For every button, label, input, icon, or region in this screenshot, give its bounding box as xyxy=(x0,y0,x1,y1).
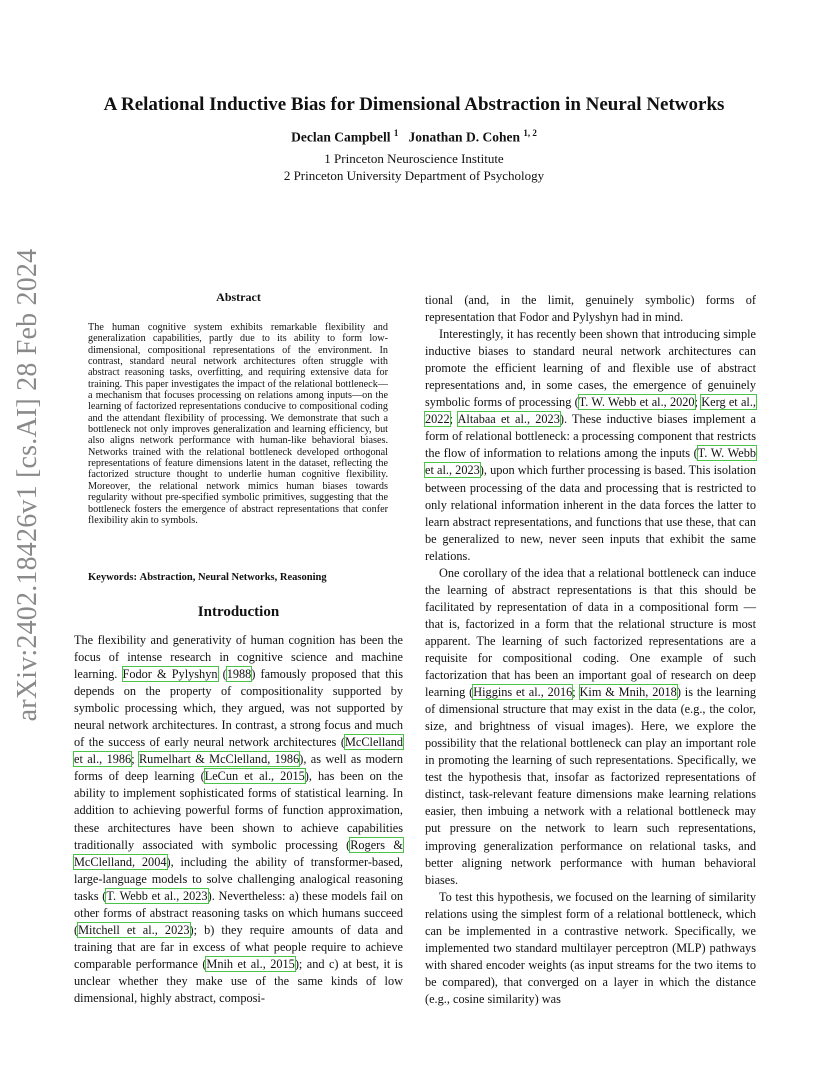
arxiv-identifier: arXiv:2402.18426v1 [cs.AI] 28 Feb 2024 xyxy=(12,248,43,722)
arxiv-sidebar-stamp xyxy=(8,248,48,722)
section-heading-introduction: Introduction xyxy=(197,604,280,620)
paragraph: tional (and, in the limit, genuinely symbolic) forms of representation that Fodor and Pylyshyn had in mind. xyxy=(425,293,756,325)
keywords-list: Abstraction, Neural Networks, Reasoning xyxy=(139,572,327,583)
paragraph: The flexibility and generativity of human cognition has been the focus of intense research in cognitive science and machine learning. Fodor & Pylyshyn (1988) famously proposed that this depends on the property of compositionality supported by symbolic processing which, they argued, was not supported by neural network architectures. In contrast, a strong focus and much of the success of early neural network architectures (McClelland et al., 1986; Rumelhart & McClelland, 1986), as well as modern forms of deep learning (LeCun et al., 2015), has been on the ability to implement sophisticated forms of statistical learning. In addition to achieving powerful forms of function approximation, these architectures have been shown to achieve capabilities traditionally associated with symbolic processing (Rogers & McClelland, 2004), including the ability of transformer-based, large-language models to solve challenging analogical reasoning tasks (T. Webb et al., 2023). Nevertheless: a) these models fail on other forms of abstract reasoning tasks on which humans succeed (Mitchell et al., 2023); b) they require amounts of data and training that are far in excess of what people require to achieve comparable performance (Mnih et al., 2015); and c) at best, it is unclear whether they make use of the same kinds of low dimensional, highly abstract, composi- xyxy=(74,633,404,1005)
paragraph: Interestingly, it has recently been shown that introducing simple inductive biases to standard neural network architectures can promote the efficient learning of and flexible use of abstract representations and, in some cases, the emergence of genuinely symbolic forms of processing (T. W. Webb et al., 2020; Kerg et al., 2022; Altabaa et al., 2023). These inductive biases implement a form of relational bottleneck: a processing component that restricts the flow of information to relations among the inputs (T. W. Webb et al., 2023), upon which further processing is based. This isolation between processing of the data and processing that is restricted to only relational information inherent in the data forces the latter to learn abstract representations, and functions that use these, that can be generalized to new, never seen inputs that exhibit the same relations. xyxy=(425,327,757,563)
citation-link[interactable]: Fodor & Pylyshyn xyxy=(122,667,218,682)
affiliation-2: 2 Princeton University Department of Psychology xyxy=(283,168,545,183)
author-line xyxy=(0,128,828,146)
citation-link[interactable]: Mitchell et al., 2023 xyxy=(78,922,190,937)
paper-title: A Relational Inductive Bias for Dimensional Abstraction in Neural Networks xyxy=(103,94,725,115)
paragraph: One corollary of the idea that a relational bottleneck can induce the learning of abstract representations is that this should be facilitated by representation of data in a compositional form — that is, factorized in a form that the relational structure is most apparent. The learning of such factorized representations are a requisite for compositional coding. One example of such factorization that has been an important goal of research on deep learning (Higgins et al., 2016; Kim & Mnih, 2018) is the learning of dimensional structure that may exist in the data (e.g., the color, size, and brightness of visual images). Here, we explore the possibility that the relational bottleneck can play an important role in promoting the learning of such representations. Specifically, we test the hypothesis that, insofar as factorized representations of distinct, task-relevant feature dimensions make learning relations easier, then imbuing a network with a relational bottleneck may put pressure on the network to learn such representations, improving generalization performance on relational tasks, and better aligning network performance with human behavioral biases. xyxy=(425,565,756,887)
right-column-body xyxy=(425,292,756,1008)
citation-link[interactable]: Mnih et al., 2015 xyxy=(206,956,295,971)
abstract-text: The human cognitive system exhibits remarkable flexibility and generalization capabilities, partly due to its ability to form low-dimensional, compositional representations of the environment. In contrast, standard neural network architectures often struggle with abstract reasoning tasks, overfitting, and requiring extensive data for training. This paper investigates the impact of the relational bottleneck—a mechanism that focuses processing on relations among inputs—on the learning of factorized representations conducive to compositional coding and the attendant flexibility of processing. We demonstrate that such a bottleneck not only improves generalization and learning efficiency, but also aligns network performance with human-like behavioral biases. Networks trained with the relational bottleneck developed orthogonal representations of feature dimensions latent in the dataset, reflecting the factorized structure thought to underlie human cognitive flexibility. Moreover, the relational network mimics human biases towards regularity without pre-specified symbolic primitives, suggesting that the bottleneck fosters the emergence of abstract representations that confer flexibility akin to symbols. xyxy=(88,322,388,526)
citation-link[interactable]: Rumelhart & McClelland, 1986 xyxy=(138,752,300,767)
citation-link[interactable]: Rogers & McClelland, 2004 xyxy=(74,837,403,869)
citation-link[interactable]: McClelland et al., 1986 xyxy=(74,735,403,767)
keywords xyxy=(88,572,388,583)
citation-link[interactable]: Altabaa et al., 2023 xyxy=(457,412,560,427)
citation-link[interactable]: 1988 xyxy=(226,667,252,682)
paragraph: To test this hypothesis, we focused on the learning of similarity relations using the simplest form of a relational bottleneck, which can be implemented in a contrastive network. Specifically, we implemented two standard multilayer perceptron (MLP) pathways with shared encoder weights (as input streams for the two items to be compared), that converged on a layer in which the distance (e.g., cosine similarity) was xyxy=(425,889,756,1006)
citation-link[interactable]: LeCun et al., 2015 xyxy=(204,769,305,784)
citation-link[interactable]: T. W. Webb et al., 2020 xyxy=(578,395,695,410)
citation-link[interactable]: Kerg et al., 2022 xyxy=(425,395,756,427)
author-affiliation-mark: 1 xyxy=(393,128,399,138)
left-column-body xyxy=(74,632,403,1007)
author-name: Declan Campbell xyxy=(291,129,391,145)
citation-link[interactable]: Higgins et al., 2016 xyxy=(473,685,573,700)
affiliation-1: 1 Princeton Neuroscience Institute xyxy=(324,151,504,166)
citation-link[interactable]: T. Webb et al., 2023 xyxy=(106,888,208,903)
abstract-heading: Abstract xyxy=(216,290,261,304)
keywords-label: Keywords: xyxy=(88,572,137,583)
citation-link[interactable]: Kim & Mnih, 2018 xyxy=(579,685,677,700)
author-affiliation-mark: 1, 2 xyxy=(523,128,537,138)
citation-link[interactable]: T. W. Webb et al., 2023 xyxy=(425,446,756,478)
author-name: Jonathan D. Cohen xyxy=(408,129,520,145)
